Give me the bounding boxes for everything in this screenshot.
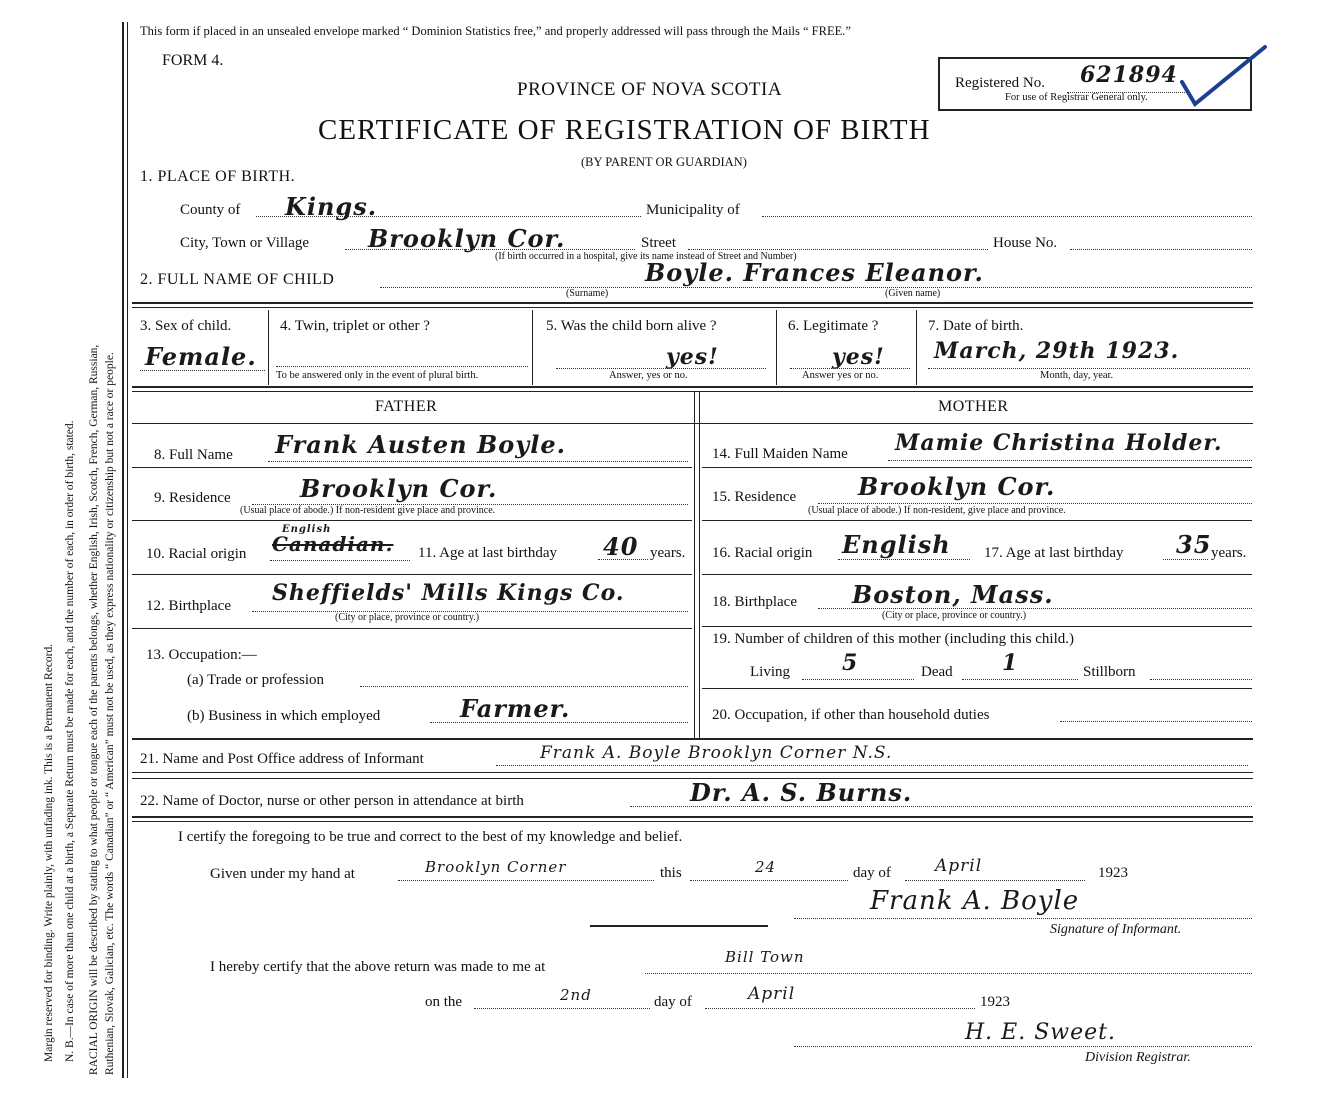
certify-month-value: April — [935, 856, 983, 876]
certify-day-value: 24 — [755, 858, 777, 876]
twin-note: To be answered only in the event of plural birth. — [276, 370, 479, 381]
place-heading: 1. PLACE OF BIRTH. — [140, 168, 296, 185]
registrar-statement: I hereby certify that the above return was made to me at — [210, 959, 546, 975]
father-birthplace-value: Sheffields' Mills Kings Co. — [272, 580, 625, 606]
child-name-label: 2. FULL NAME OF CHILD — [140, 271, 335, 288]
mother-occupation-label: 20. Occupation, if other than household duties — [712, 707, 990, 723]
binding-margin-line-2 — [127, 22, 128, 1078]
street-label: Street — [641, 235, 676, 251]
informant-label: 21. Name and Post Office address of Informant — [140, 751, 424, 767]
dob-note: Month, day, year. — [1040, 370, 1114, 381]
informant-signature: Frank A. Boyle — [870, 886, 1080, 916]
margin-note-1: Margin reserved for binding. Write plainly, with unfading ink. This is a Permanent Record. — [43, 643, 55, 1062]
city-value: Brooklyn Cor. — [368, 224, 566, 253]
mother-birthplace-note: (City or place, province or country.) — [882, 610, 1027, 621]
registrar-signature: H. E. Sweet. — [965, 1020, 1116, 1045]
margin-note-3: RACIAL ORIGIN will be described by stating to what people or tongue each of the parents belongs, whether English, Irish, Scotch, French, German, Russian, — [88, 344, 100, 1075]
city-label: City, Town or Village — [180, 235, 310, 251]
certify-year-value: 1923 — [1098, 865, 1128, 881]
on-the-label: on the — [425, 994, 463, 1010]
doctor-label: 22. Name of Doctor, nurse or other person in attendance at birth — [140, 793, 524, 809]
father-birthplace-label: 12. Birthplace — [146, 598, 231, 614]
margin-note-2: N. B.—In case of more than one child at a birth, a Separate Return must be made for each, and the number of each, in order of birth, stated. — [64, 420, 76, 1062]
mother-residence-note: (Usual place of abode.) If non-resident, give place and province. — [808, 505, 1066, 516]
stillborn-label: Stillborn — [1083, 664, 1136, 680]
legitimate-note: Answer yes or no. — [802, 370, 879, 381]
father-residence-note: (Usual place of abode.) If non-resident give place and province. — [240, 505, 496, 516]
binding-margin-line — [122, 22, 124, 1078]
registrar-day-of-label: day of — [654, 994, 692, 1010]
house-label: House No. — [993, 235, 1058, 251]
margin-note-4: Ruthenian, Slovak, Galician, etc. The words “ Canadian” or “ American” must not be used, as they express nationality or citizenship but not a race or people. — [104, 352, 116, 1075]
county-label: County of — [180, 202, 241, 218]
father-race-correction: English — [282, 524, 332, 535]
registered-number: 621894 — [1080, 62, 1178, 88]
child-name-value: Boyle. Frances Eleanor. — [645, 258, 984, 287]
dead-value: 1 — [1002, 650, 1019, 676]
registrar-month-value: April — [748, 984, 796, 1004]
registrar-signature-label: Division Registrar. — [1085, 1050, 1191, 1065]
informant-signature-label: Signature of Informant. — [1050, 922, 1182, 937]
father-occupation-label: 13. Occupation:— — [146, 647, 257, 663]
father-race-value: Canadian. — [272, 532, 394, 556]
father-age-unit: years. — [650, 545, 686, 561]
father-heading: FATHER — [375, 398, 438, 415]
surname-note: (Surname) — [566, 288, 609, 299]
legitimate-label: 6. Legitimate ? — [788, 318, 879, 334]
dob-label: 7. Date of birth. — [928, 318, 1024, 334]
alive-note: Answer, yes or no. — [609, 370, 688, 381]
county-value: Kings. — [285, 192, 378, 221]
mother-race-value: English — [842, 530, 951, 559]
father-name-value: Frank Austen Boyle. — [275, 430, 566, 459]
top-notice: This form if placed in an unsealed envelope marked “ Dominion Statistics free,” and properly addressed will pass through the Mails “ FREE.” — [140, 24, 851, 38]
doctor-value: Dr. A. S. Burns. — [690, 778, 913, 807]
father-name-label: 8. Full Name — [154, 447, 233, 463]
given-label: Given under my hand at — [210, 866, 355, 882]
father-residence-value: Brooklyn Cor. — [300, 474, 498, 503]
mother-birthplace-label: 18. Birthplace — [712, 594, 797, 610]
father-birthplace-note: (City or place, province or country.) — [335, 612, 480, 623]
dead-label: Dead — [921, 664, 953, 680]
father-age-value: 40 — [603, 532, 639, 561]
registered-note: For use of Registrar General only. — [1005, 92, 1148, 103]
mother-name-label: 14. Full Maiden Name — [712, 446, 848, 462]
sex-value: Female. — [145, 342, 257, 371]
mother-race-label: 16. Racial origin — [712, 545, 813, 561]
father-business-value: Farmer. — [460, 694, 571, 723]
certificate-subtitle: (BY PARENT OR GUARDIAN) — [581, 155, 747, 169]
certificate-title: CERTIFICATE OF REGISTRATION OF BIRTH — [318, 114, 931, 146]
children-count-label: 19. Number of children of this mother (including this child.) — [712, 631, 1075, 647]
mother-age-label: 17. Age at last birthday — [984, 545, 1124, 561]
mother-residence-value: Brooklyn Cor. — [858, 472, 1056, 501]
father-trade-label: (a) Trade or profession — [187, 672, 325, 688]
mother-birthplace-value: Boston, Mass. — [852, 580, 1054, 609]
father-residence-label: 9. Residence — [154, 490, 231, 506]
alive-label: 5. Was the child born alive ? — [546, 318, 717, 334]
hospital-note: (If birth occurred in a hospital, give its name instead of Street and Number) — [495, 251, 797, 262]
mother-residence-label: 15. Residence — [712, 489, 797, 505]
mother-age-value: 35 — [1176, 530, 1212, 559]
living-value: 5 — [842, 650, 859, 676]
given-name-note: (Given name) — [885, 288, 941, 299]
registrar-place-value: Bill Town — [725, 948, 805, 966]
mother-age-unit: years. — [1211, 545, 1247, 561]
municipality-label: Municipality of — [646, 202, 740, 218]
alive-value: yes! — [666, 344, 719, 370]
twin-label: 4. Twin, triplet or other ? — [280, 318, 430, 334]
certify-statement: I certify the foregoing to be true and correct to the best of my knowledge and belief. — [178, 829, 683, 845]
registrar-day-value: 2nd — [560, 986, 592, 1004]
father-race-label: 10. Racial origin — [146, 546, 247, 562]
given-place-value: Brooklyn Corner — [425, 858, 567, 876]
registrar-year-value: 1923 — [980, 994, 1010, 1010]
dob-value: March, 29th 1923. — [934, 338, 1180, 364]
province-heading: PROVINCE OF NOVA SCOTIA — [517, 79, 783, 100]
mother-name-value: Mamie Christina Holder. — [895, 430, 1223, 456]
informant-value: Frank A. Boyle Brooklyn Corner N.S. — [540, 743, 893, 763]
checkmark-icon — [1170, 42, 1270, 112]
legitimate-value: yes! — [832, 344, 885, 370]
father-business-label: (b) Business in which employed — [187, 708, 381, 724]
mother-heading: MOTHER — [938, 398, 1009, 415]
form-number: FORM 4. — [162, 52, 224, 69]
registered-label: Registered No. — [955, 75, 1045, 91]
sex-label: 3. Sex of child. — [140, 318, 232, 334]
day-of-label: day of — [853, 865, 891, 881]
living-label: Living — [750, 664, 790, 680]
this-label: this — [660, 865, 682, 881]
father-age-label: 11. Age at last birthday — [418, 545, 557, 561]
